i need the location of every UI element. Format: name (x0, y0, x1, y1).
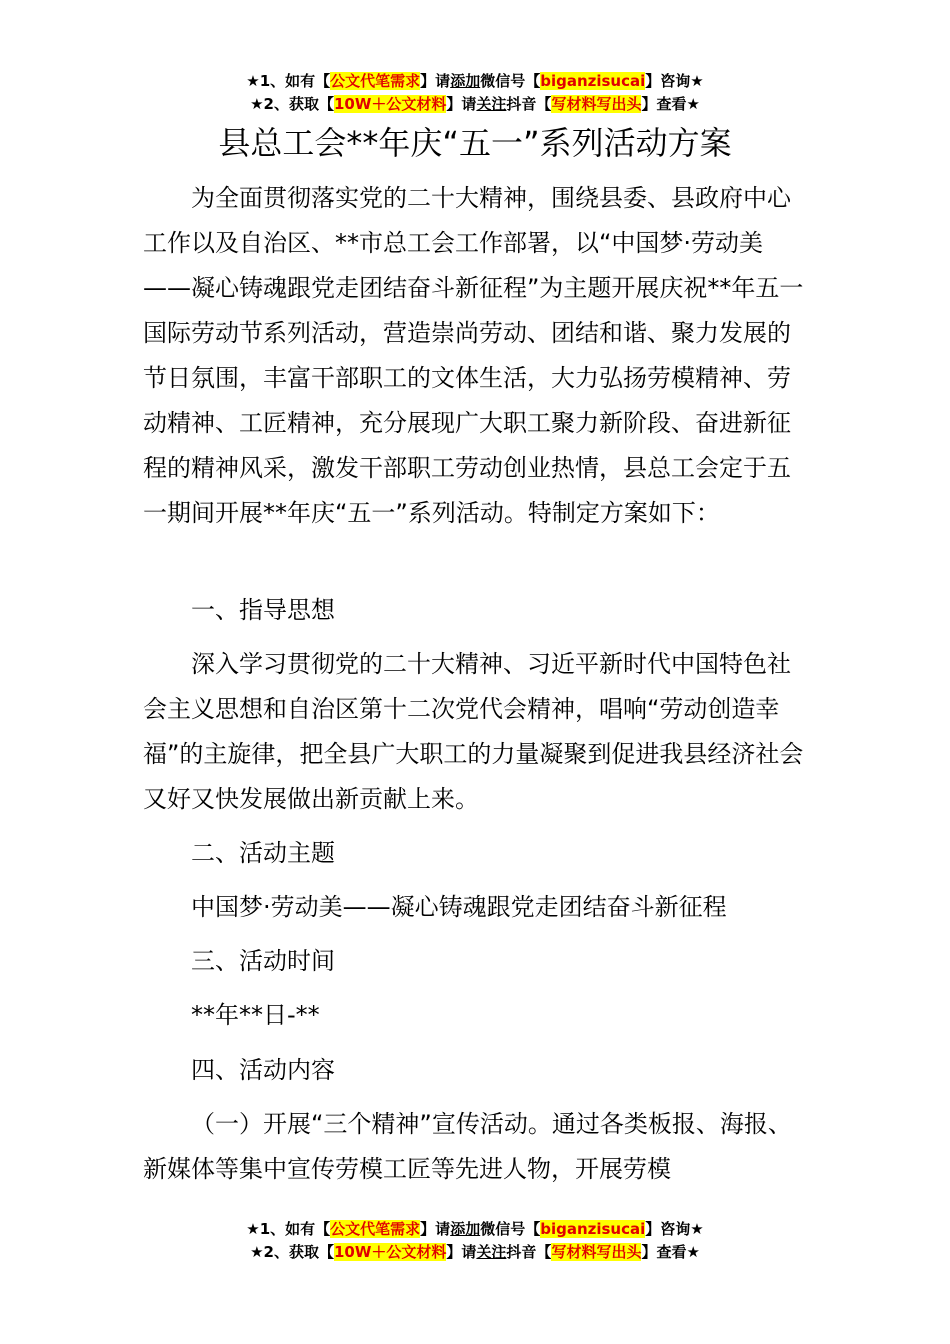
star-icon: ★ (250, 1243, 264, 1261)
highlight-materials: 10W＋公文材料 (333, 1243, 447, 1261)
highlight-ghostwriting: 公文代笔需求 (330, 1220, 421, 1238)
section-body-block-4 (143, 1102, 807, 1192)
document-title: 县总工会**年庆“五一”系列活动方案 (218, 124, 732, 162)
highlight-douyin-id: 写材料写出头 (551, 95, 642, 113)
highlight-wechat-id: biganzisucai (540, 1220, 646, 1238)
section-item-1: （一）开展“三个精神”宣传活动。通过各类板报、海报、新媒体等集中宣传劳模工匠等先进人物，开展劳模 (143, 1110, 792, 1183)
header-ad-line-1: ★1、如有【公文代笔需求】请添加微信号【biganzisucai】咨询★ (246, 72, 704, 90)
intro-paragraph: 为全面贯彻落实党的二十大精神，围绕县委、县政府中心工作以及自治区、**市总工会工作部署，以“中国梦·劳动美——凝心铸魂跟党走团结奋斗新征程”为主题开展庆祝**年五一国际劳动节系列活动，营造崇尚劳动、团结和谐、聚力发展的节日氛围，丰富干部职工的文体生活，大力弘扬劳模精神、劳动精神、工匠精神，充分展现广大职工聚力新阶段、奋进新征程的精神风采，激发干部职工劳动创业热情，县总工会定于五一期间开展**年庆“五一”系列活动。特制定方案如下： (143, 184, 804, 527)
header-ad-line-2: ★2、获取【10W＋公文材料】请关注抖音【写材料写出头】查看★ (250, 95, 700, 113)
section-body-block-1 (143, 642, 807, 822)
section-body-theme: 中国梦·劳动美——凝心铸魂跟党走团结奋斗新征程 (191, 893, 727, 921)
highlight-materials: 10W＋公文材料 (333, 95, 447, 113)
intro-paragraph-block (143, 176, 807, 536)
star-icon: ★ (246, 72, 260, 90)
footer-ad-line-1: ★1、如有【公文代笔需求】请添加微信号【biganzisucai】咨询★ (246, 1220, 704, 1238)
star-icon: ★ (250, 95, 264, 113)
highlight-wechat-id: biganzisucai (540, 72, 646, 90)
star-icon: ★ (246, 1220, 260, 1238)
section-heading-time: 三、活动时间 (191, 947, 335, 975)
section-body-guiding-thought: 深入学习贯彻党的二十大精神、习近平新时代中国特色社会主义思想和自治区第十二次党代会精神，唱响“劳动创造幸福”的主旋律，把全县广大职工的力量凝聚到促进我县经济社会又好又快发展做出新贡献上来。 (143, 650, 804, 813)
highlight-douyin-id: 写材料写出头 (551, 1243, 642, 1261)
footer-ad-line-2: ★2、获取【10W＋公文材料】请关注抖音【写材料写出头】查看★ (250, 1243, 700, 1261)
section-heading-theme: 二、活动主题 (191, 839, 335, 867)
highlight-ghostwriting: 公文代笔需求 (330, 72, 421, 90)
section-heading-guiding-thought: 一、指导思想 (191, 596, 335, 624)
section-body-time: **年**日-** (191, 1001, 320, 1029)
section-heading-content: 四、活动内容 (191, 1056, 335, 1084)
